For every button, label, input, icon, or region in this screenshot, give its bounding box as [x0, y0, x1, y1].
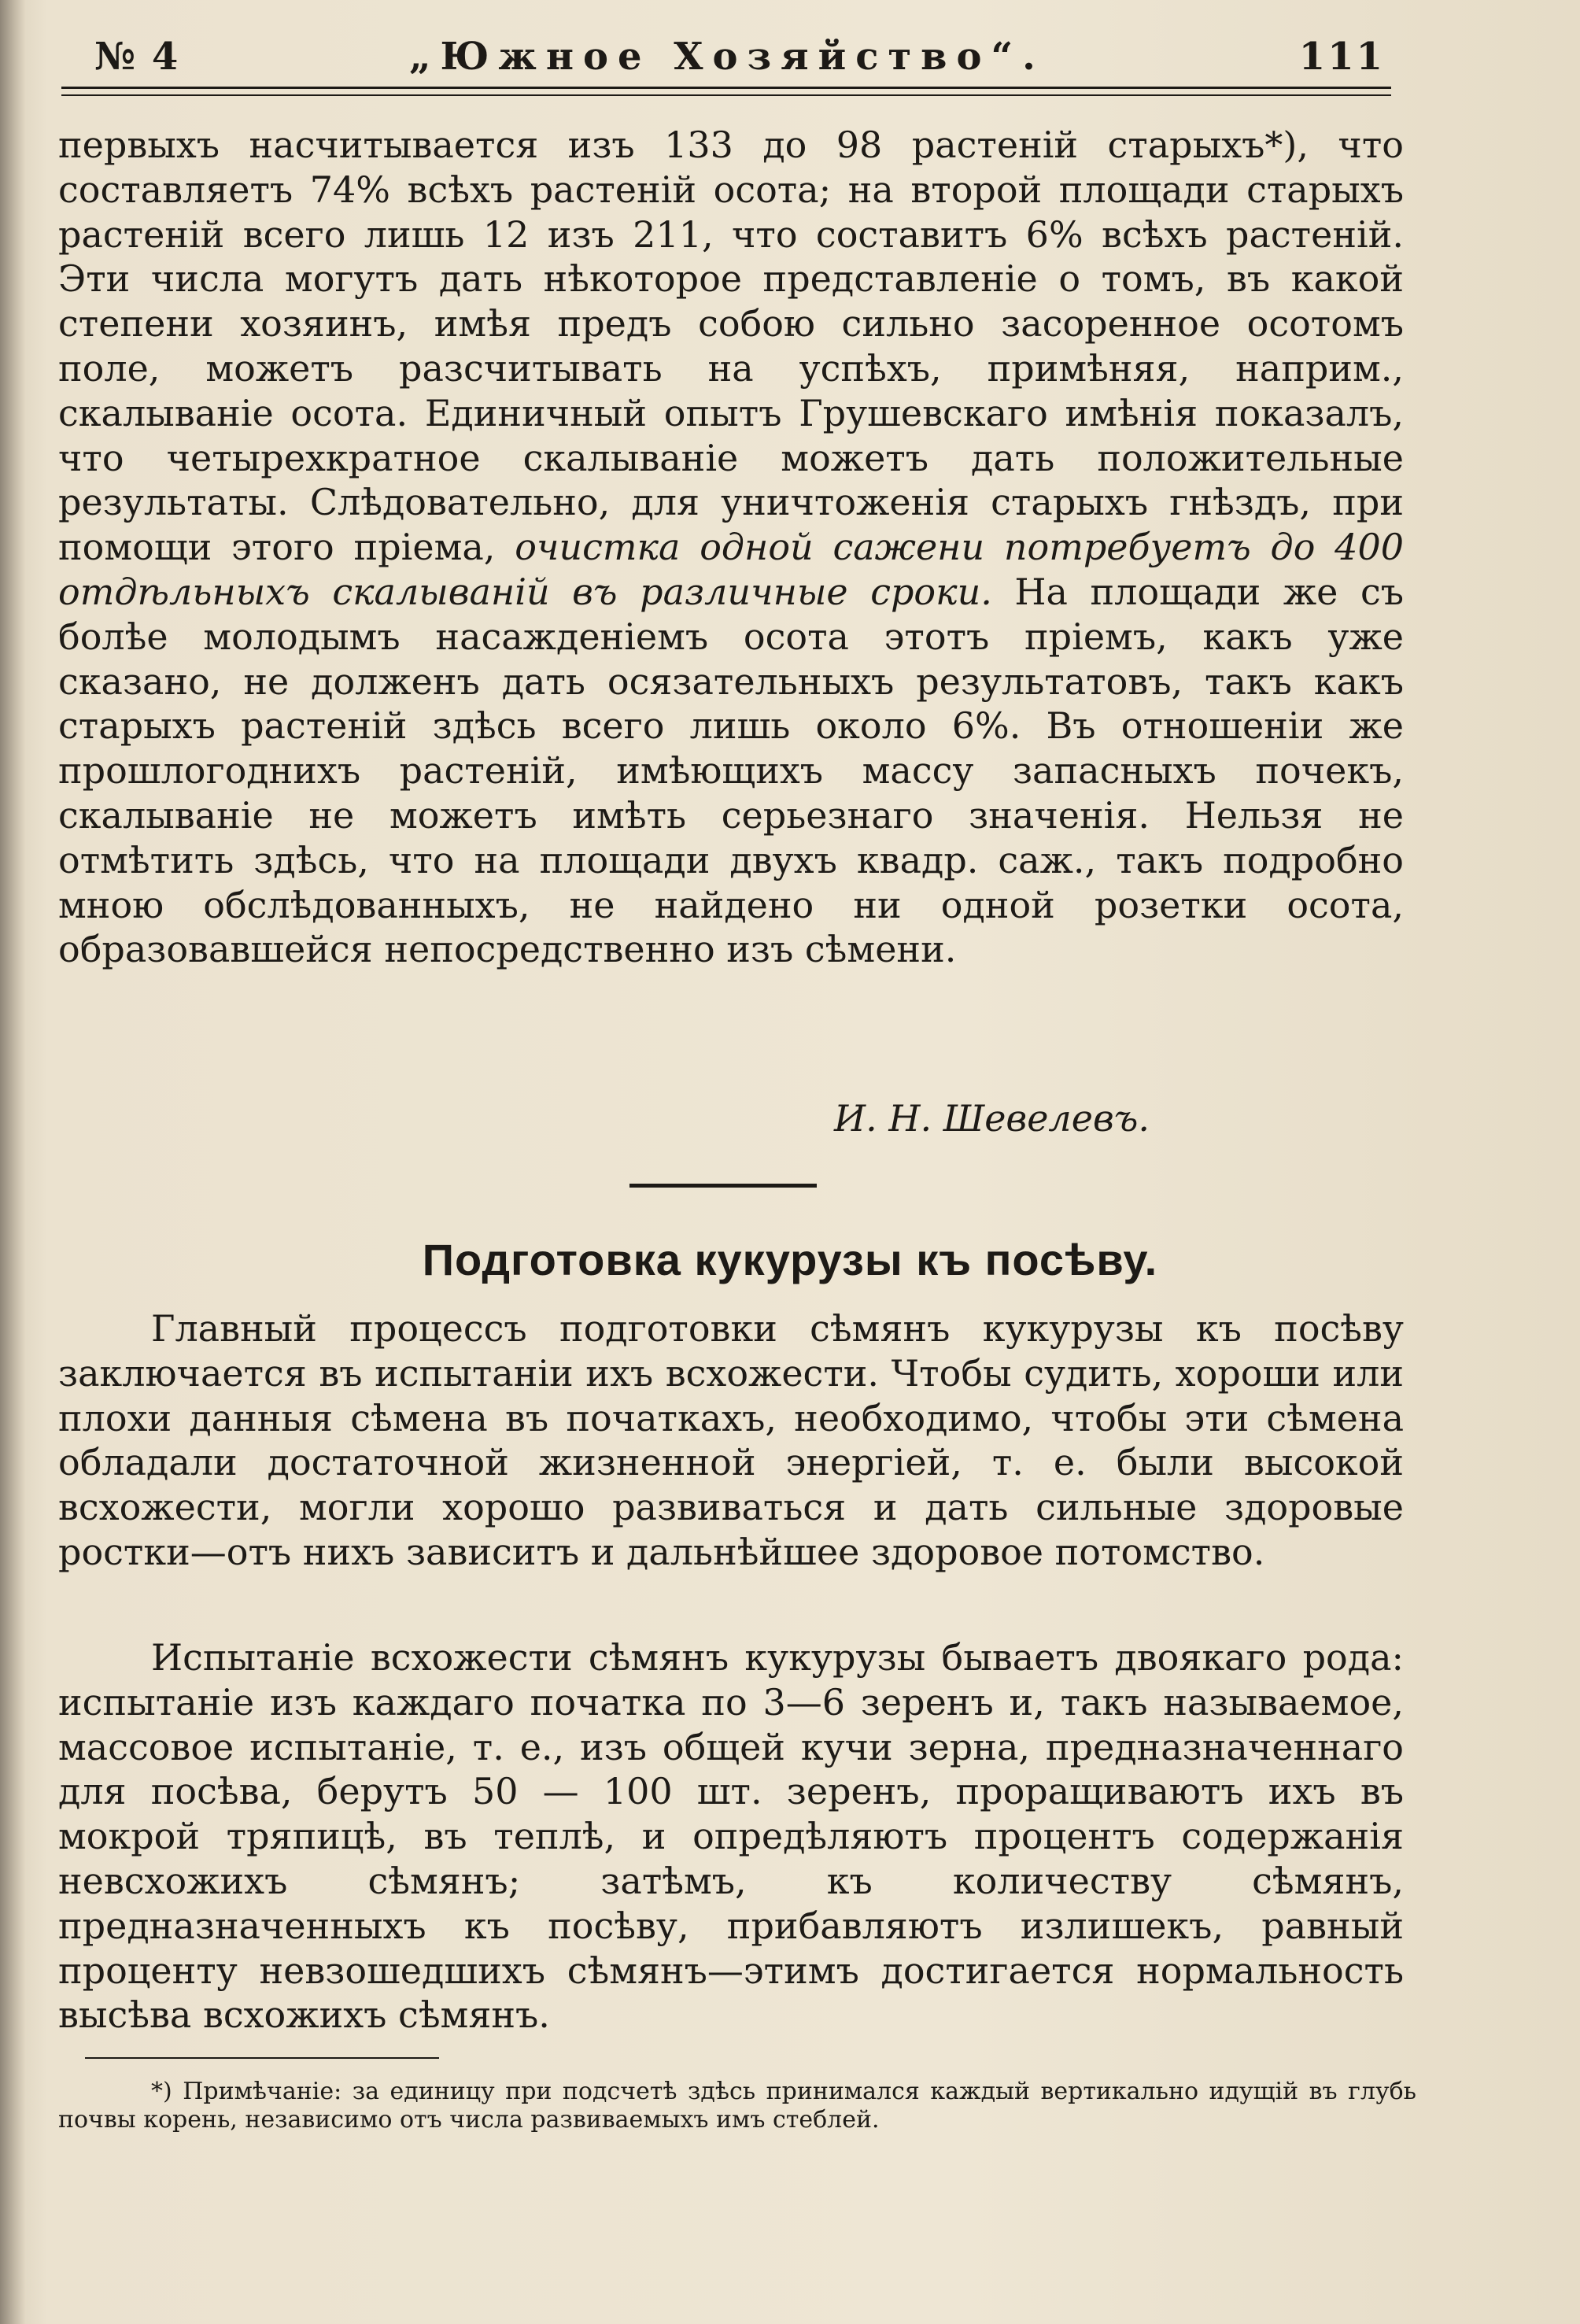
- footnote-rule: [85, 2057, 439, 2059]
- book-spine-shadow: [0, 0, 25, 2324]
- article1-text-before: первыхъ насчитывается изъ 133 до 98 растеній старыхъ*), что составляетъ 74% всѣхъ растеній осота; на второй площади старыхъ растеній всего лишь 12 изъ 211, что составитъ 6% всѣхъ растеній. Эти числа могутъ дать нѣкоторое представленіе о томъ, въ какой степени хозяинъ, имѣя предъ собою сильно засоренное осотомъ поле, можетъ разсчитывать на успѣхъ, примѣняя, наприм., скалываніе осота. Единичный опытъ Грушевскаго имѣнія показалъ, что четырехкратное скалываніе можетъ дать положительные результаты. Слѣдовательно, для уничтоженія старыхъ гнѣздъ, при помощи этого пріема,: [58, 124, 1404, 569]
- author-signature: И. Н. Шевелевъ.: [834, 1097, 1150, 1140]
- footnote: *) Примѣчаніе: за единицу при подсчетѣ здѣсь принимался каждый вертикально идущій въ глубь почвы корень, независимо отъ числа развиваемыхъ имъ стеблей.: [58, 2078, 1416, 2134]
- article1-text-after: На площади же съ болѣе молодымъ насажденіемъ осота этотъ пріемъ, какъ уже сказано, не долженъ дать осязательныхъ результатовъ, такъ какъ старыхъ растеній здѣсь всего лишь около 6%. Въ отношеніи же прошлогоднихъ растеній, имѣющихъ массу запасныхъ почекъ, скалываніе не можетъ имѣть серьезнаго значенія. Нельзя не отмѣтить здѣсь, что на площади двухъ квадр. саж., такъ подробно мною обслѣдованныхъ, не найдено ни одной розетки осота, образовавшейся непосредственно изъ сѣмени.: [58, 570, 1404, 971]
- header-rule-thick: [61, 87, 1391, 89]
- article2-paragraph-2: Испытаніе всхожести сѣмянъ кукурузы бываетъ двоякаго рода: испытаніе изъ каждаго початка по 3—6 зеренъ и, такъ называемое, массовое испытаніе, т. е., изъ общей кучи зерна, предназначеннаго для посѣва, берутъ 50 — 100 шт. зеренъ, проращиваютъ ихъ въ мокрой тряпицѣ, въ теплѣ, и опредѣляютъ процентъ содержанія невсхожихъ сѣмянъ; затѣмъ, къ количеству сѣмянъ, предназначенныхъ къ посѣву, прибавляютъ излишекъ, равный проценту невзошедшихъ сѣмянъ—этимъ достигается нормальность высѣва всхожихъ сѣмянъ.: [58, 1636, 1404, 2037]
- section-divider: [629, 1184, 817, 1188]
- journal-title: „Южное Хозяйство“.: [409, 35, 1045, 79]
- header-rule-thin: [61, 94, 1391, 96]
- article2-paragraph-1: Главный процессъ подготовки сѣмянъ кукурузы къ посѣву заключается въ испытаніи ихъ всхожести. Чтобы судить, хороши или плохи данныя сѣмена въ початкахъ, необходимо, чтобы эти сѣмена обладали достаточной жизненной энергіей, т. е. были высокой всхожести, могли хорошо развиваться и дать сильные здоровые ростки—отъ нихъ зависитъ и дальнѣйшее здоровое потомство.: [58, 1307, 1404, 1573]
- article1-paragraph: [58, 123, 1404, 972]
- issue-number: № 4: [94, 35, 180, 79]
- article2-heading: Подготовка кукурузы къ посѣву.: [422, 1235, 1158, 1284]
- article1-italic-emphasis: очистка одной сажени потребуетъ до 400 отдѣльныхъ скалываній въ различные сроки.: [58, 526, 1404, 613]
- running-header: [94, 31, 1385, 82]
- page-number: 111: [1298, 35, 1385, 79]
